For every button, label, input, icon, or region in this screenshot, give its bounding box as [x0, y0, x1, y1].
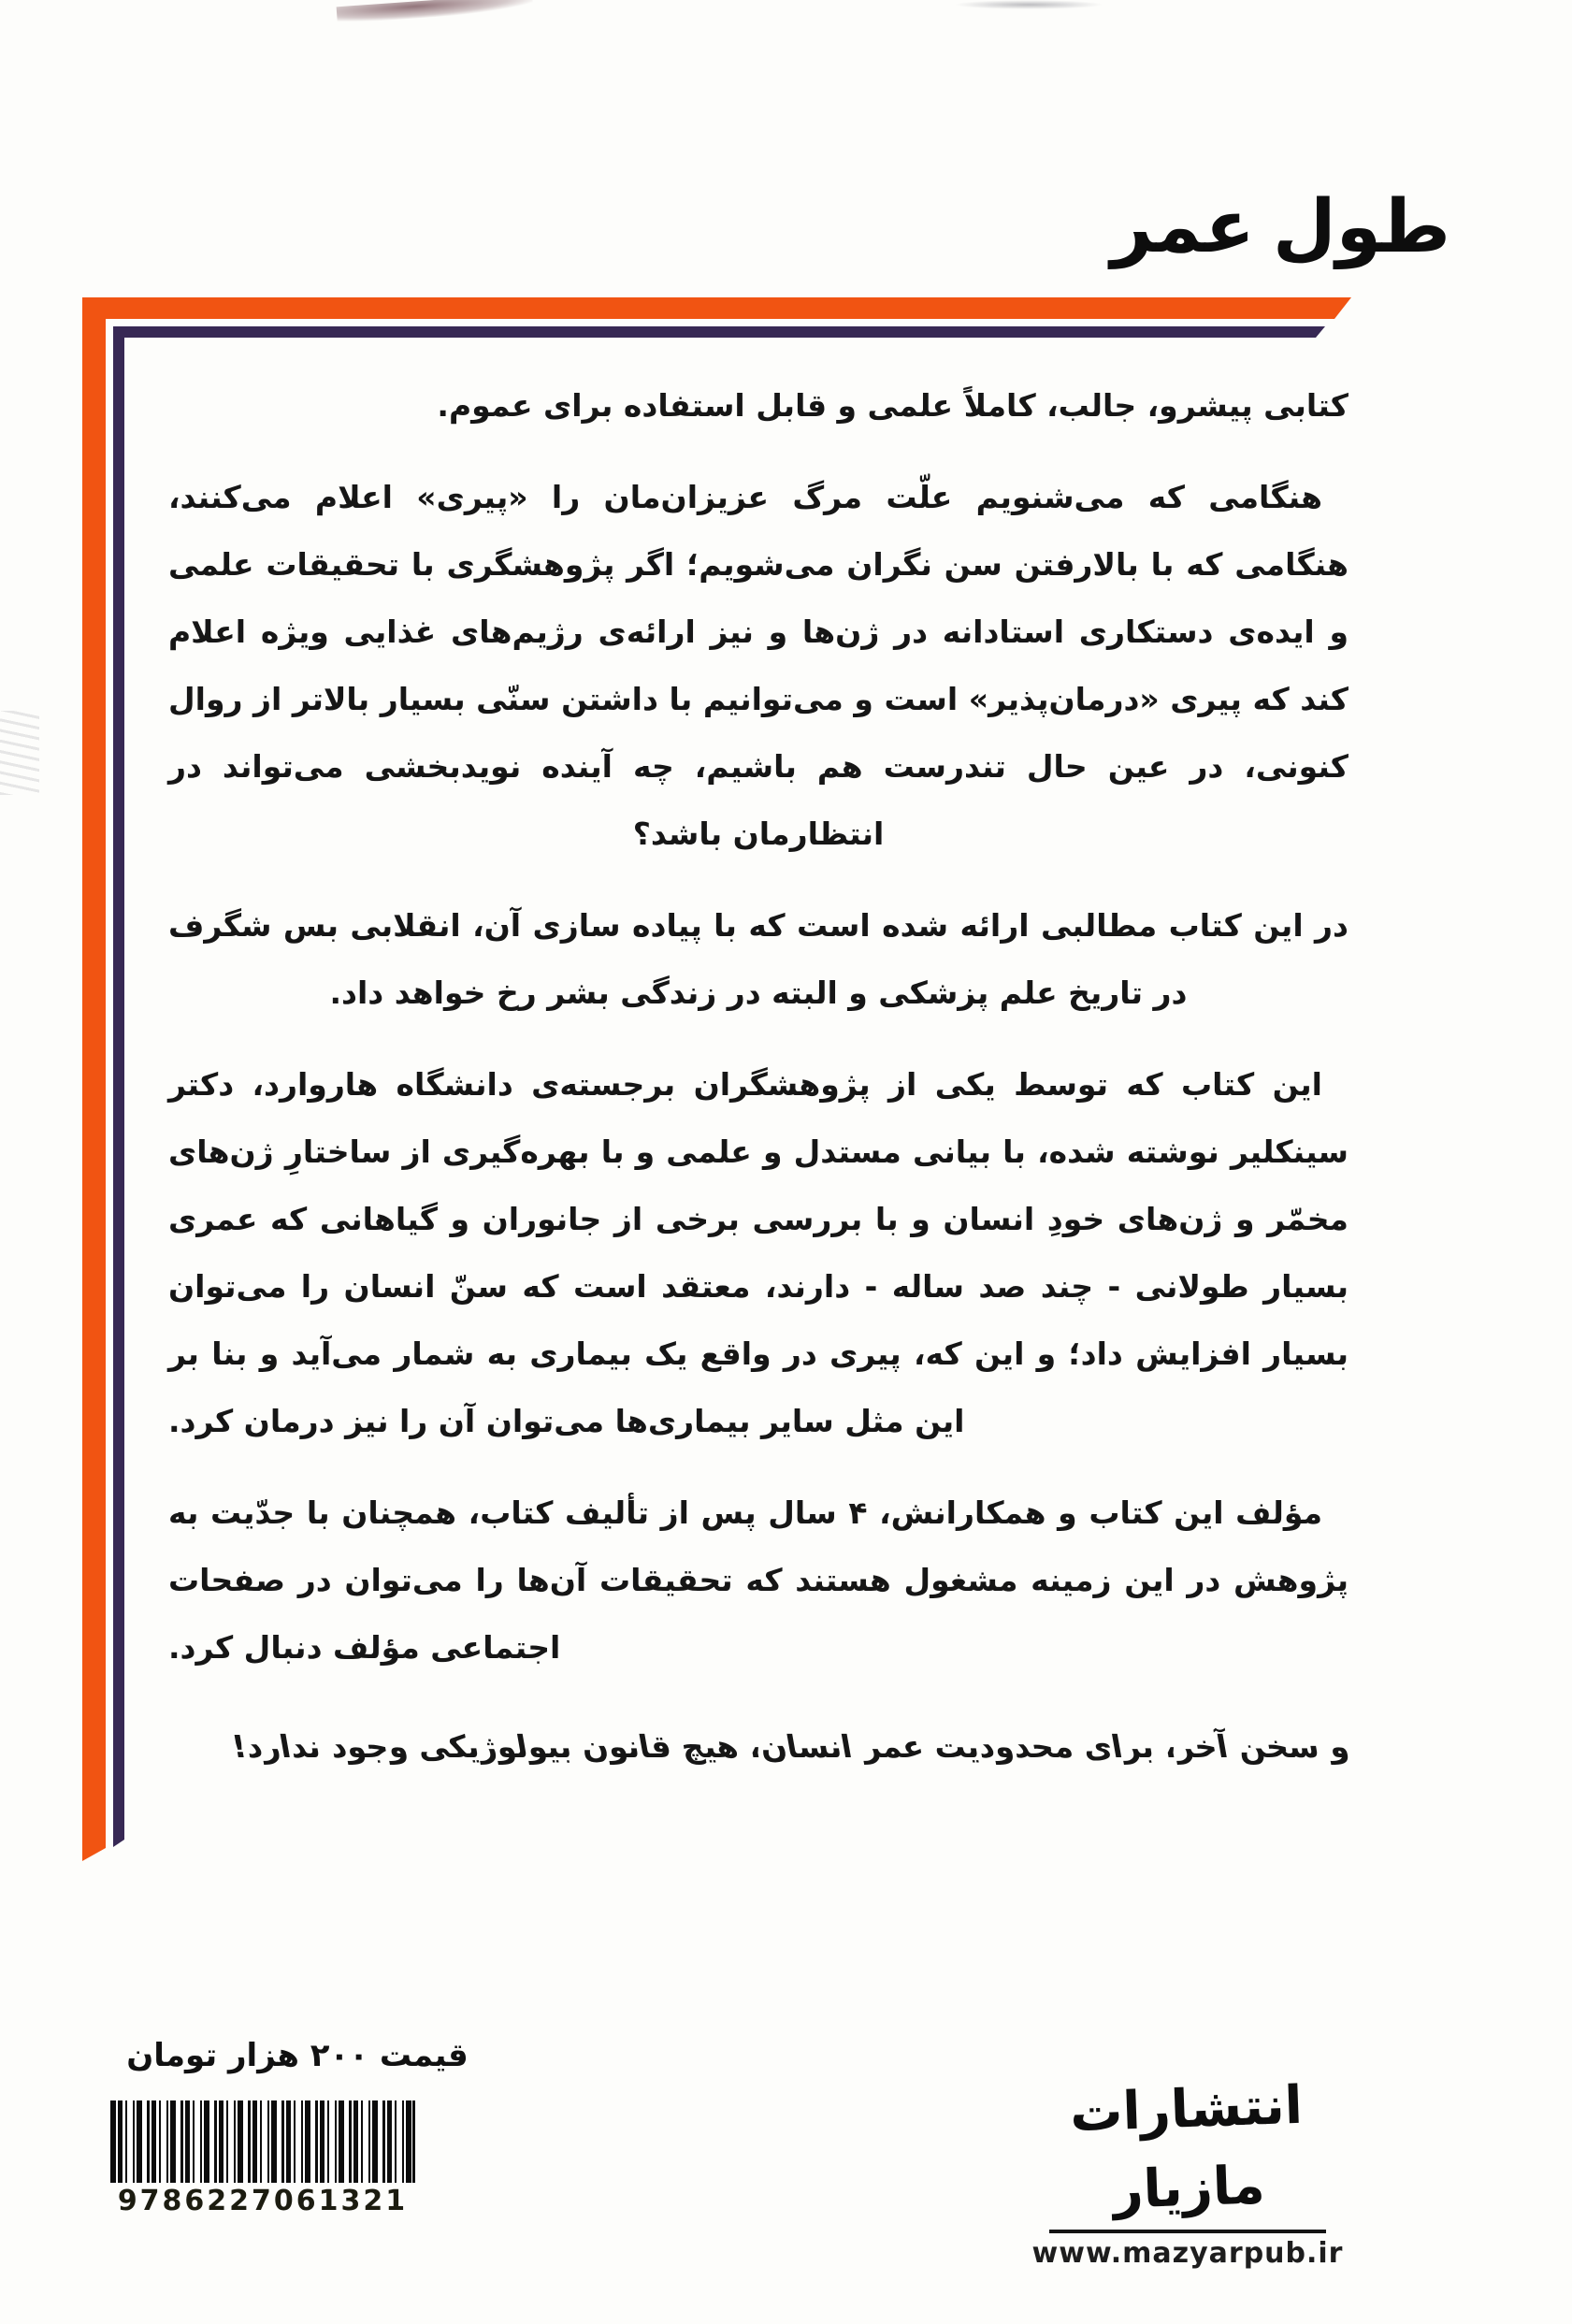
book-title: طول عمر — [1110, 185, 1450, 269]
scan-smudge — [0, 711, 39, 795]
frame-top-navy-bar — [113, 326, 1325, 338]
blurb-paragraph: هنگامی که می‌شنویم علّت مرگ عزیزان‌مان را «پیری» اعلام می‌کنند، هنگامی که با بالارفتن سن نگران می‌شویم؛ اگر پژوهشگری با تحقیقات علمی و ایده‌ی دستکاری استادانه در ژن‌ها و نیز ارائه‌ی رژیم‌های غذایی ویژه اعلام کند که پیری «درمان‌پذیر» است و می‌توانیم با داشتن سنّی بسیار بالاتر از روال کنونی، در عین حال تندرست هم باشیم، چه آینده نویدبخشی می‌تواند در انتظارمان باشد؟ — [168, 479, 1348, 852]
price-label: قیمت ۲۰۰ هزار تومان — [126, 2037, 469, 2074]
blurb-paragraph: این کتاب که توسط یکی از پژوهشگران برجسته‌ی دانشگاه هاروارد، دکتر سینکلیر نوشته شده، با بیانی مستدل و علمی و با بهره‌گیری از ساختارِ ژن‌های مخمّر و ژن‌های خودِ انسان و با بررسی برخی از جانوران و گیاهانی که عمری بسیار طولانی - چند صد ساله - دارند، معتقد است که سنّ انسان را می‌توان بسیار افزایش داد؛ و این که، پیری در واقع یک بیماری به شمار می‌آید و بنا بر این مثل سایر بیماری‌ها می‌توان آن را نیز درمان کرد. — [168, 1066, 1348, 1439]
blurb-paragraph: مؤلف این کتاب و همکارانش، ۴ سال پس از تألیف کتاب، همچنان با جدّیت به پژوهش در این زمینه مشغول هستند که تحقیقات آن‌ها را می‌توان در صفحات اجتماعی مؤلف دنبال کرد. — [168, 1494, 1348, 1666]
frame-left-navy-bar — [113, 326, 124, 1847]
barcode-bars — [110, 2100, 415, 2183]
barcode — [110, 2100, 415, 2217]
publisher-block — [1029, 2071, 1347, 2270]
scan-smudge — [337, 0, 534, 23]
publisher-website: www.mazyarpub.ir — [1031, 2237, 1344, 2270]
frame-top-orange-bar — [82, 297, 1351, 319]
publisher-logo: انتشارات مازیار — [1069, 2074, 1304, 2221]
blurb-paragraph: کتابی پیشرو، جالب، کاملاً علمی و قابل استفاده برای عموم. — [437, 387, 1348, 424]
back-cover-blurb — [168, 372, 1352, 1805]
scan-smudge — [954, 0, 1103, 9]
barcode-digits: 9786227061321 — [117, 2185, 409, 2217]
blurb-paragraph: در این کتاب مطالبی ارائه شده است که با پیاده سازی آن، انقلابی بس شگرف در تاریخ علم پزشکی و البته در زندگی بشر رخ خواهد داد. — [168, 907, 1348, 1011]
blurb-closing-line: و سخن آخر، برای محدودیت عمر انسان، هیچ قانون بیولوژیکی وجود ندارد! — [228, 1728, 1352, 1765]
frame-left-orange-bar — [82, 297, 106, 1861]
